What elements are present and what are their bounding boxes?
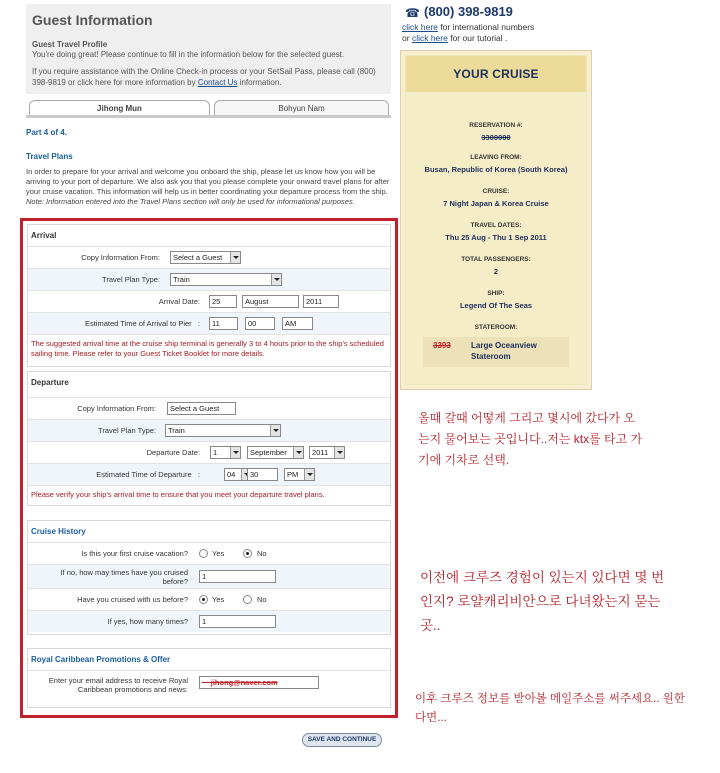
how-many-input[interactable]: 1 (199, 615, 276, 628)
tab-guest-2[interactable]: Bohyun Nam (214, 100, 389, 116)
chevron-down-icon (230, 252, 240, 263)
departure-minute-input[interactable]: 30 (247, 468, 278, 481)
phone-number: (800) 398-9819 (424, 4, 513, 19)
cruised-with-us-row (28, 588, 390, 610)
your-cruise-title: YOUR CRUISE (406, 56, 586, 92)
departure-ampm-select[interactable]: PM (284, 468, 315, 481)
arrival-hour-input[interactable]: 11 (209, 317, 238, 330)
annotation-history: 이전에 크루즈 경험이 있는지 있다면 몇 번인지? 로얄캐리비안으로 다녀왔는지 묻는곳.. (420, 570, 665, 633)
profile-subtitle: Guest Travel Profile (32, 40, 108, 49)
chevron-down-icon (270, 425, 280, 436)
cruised-with-us-no-radio[interactable] (243, 595, 252, 604)
contact-us-link[interactable]: Contact Us (197, 78, 238, 87)
dates-field: TRAVEL DATES: Thu 25 Aug - Thu 1 Sep 2011 (445, 222, 547, 242)
departure-plan-label: Travel Plan Type: (98, 426, 156, 435)
annotation-travel: 올때 갈때 어떻게 그리고 몇시에 갔다가 오는지 물어보는 곳입니다..저는 ktx를 타고 가기에 기차로 선택. (418, 411, 643, 467)
departure-time-row (28, 463, 390, 485)
first-cruise-yes-label: Yes (212, 549, 225, 558)
your-cruise-panel (400, 50, 592, 390)
arrival-time-row (28, 312, 390, 334)
cruised-with-us-no-label: No (257, 595, 267, 604)
leaving-field: LEAVING FROM: Busan, Republic of Korea (South Korea) (424, 154, 568, 174)
cruise-field: CRUISE: 7 Night Japan & Korea Cruise (443, 188, 549, 208)
how-many-label: If yes, how many times? (107, 617, 188, 626)
page-title: Guest Information (32, 12, 153, 28)
chevron-down-icon (334, 447, 344, 458)
arrival-plan-row (28, 268, 390, 290)
arrival-date-row (28, 290, 390, 312)
chevron-down-icon (271, 274, 281, 285)
arrival-note: The suggested arrival time at the cruise ship terminal is generally 3 to 4 hours prior to the ship's scheduled sailing time. Please refer to your Guest Ticket Booklet for more details. (28, 334, 390, 363)
first-cruise-no-radio[interactable] (243, 549, 252, 558)
arrival-copy-label: Copy Information From: (81, 253, 160, 262)
your-cruise-inner (405, 55, 587, 385)
cruised-with-us-yes-label: Yes (212, 595, 225, 604)
travel-plans-title: Travel Plans (26, 152, 73, 161)
arrival-title: Arrival (31, 231, 57, 240)
arrival-copy-row (28, 246, 390, 268)
first-cruise-row (28, 542, 390, 564)
cruise-history-title: Cruise History (31, 527, 86, 536)
guest-info-panel (26, 4, 391, 207)
intl-numbers-link[interactable]: click here (402, 22, 438, 32)
departure-date-row (28, 441, 390, 463)
tab-guest-1[interactable]: Jihong Mun (29, 100, 210, 116)
cruised-with-us-label: Have you cruised with us before? (77, 595, 188, 604)
tab-divider (26, 115, 391, 118)
arrival-date-label: Arrival Date: (158, 297, 200, 306)
arrival-ampm-input[interactable]: AM (282, 317, 313, 330)
annotation-email: 이후 크루즈 정보를 받아볼 메일주소를 써주세요.. 원한다면... (415, 693, 685, 724)
promotions-section (27, 648, 391, 708)
departure-copy-label: Copy Information From: (77, 404, 156, 413)
save-continue-button[interactable]: SAVE AND CONTINUE (302, 733, 382, 747)
stateroom-type: Large Oceanview Stateroom (471, 341, 537, 361)
departure-plan-select[interactable]: Train (165, 424, 281, 437)
guest-tabs (26, 98, 391, 118)
departure-title: Departure (31, 378, 69, 387)
chevron-down-icon (293, 447, 303, 458)
guest-info-header (26, 4, 391, 94)
departure-copy-select[interactable]: Select a Guest (167, 402, 236, 415)
arrival-minute-input[interactable]: 00 (245, 317, 275, 330)
arrival-plan-select[interactable]: Train (170, 273, 282, 286)
phone-icon: ☎ (405, 6, 420, 20)
arrival-year-input[interactable]: 2011 (303, 295, 339, 308)
arrival-day-input[interactable]: 25 (209, 295, 237, 308)
departure-month-select[interactable]: September (247, 446, 304, 459)
reservation-number: 3300000 (481, 133, 511, 142)
help-text: If you require assistance with the Online Check-in process or your SetSail Pass, please call (800) 398-9819 or click here for more information by Contact Us information. (32, 67, 376, 87)
reservation-field: RESERVATION #: 3300000 (406, 122, 586, 142)
departure-time-label: Estimated Time of Departure : (96, 470, 200, 479)
ship-field: SHIP: Legend Of The Seas (459, 290, 533, 310)
arrival-plan-label: Travel Plan Type: (102, 275, 160, 284)
departure-copy-row (28, 397, 390, 419)
arrival-copy-select[interactable]: Select a Guest (170, 251, 241, 264)
departure-date-label: Departure Date: (146, 448, 200, 457)
stateroom-box (423, 337, 569, 367)
first-cruise-yes-radio[interactable] (199, 549, 208, 558)
stateroom-field: STATEROOM: 3393 Large Oceanview Stateroom (406, 324, 586, 367)
departure-hour-select[interactable]: 04 (224, 468, 252, 481)
cruised-with-us-yes-radio[interactable] (199, 595, 208, 604)
arrival-section (27, 224, 391, 367)
arrival-month-input[interactable]: August (242, 295, 299, 308)
email-input[interactable]: ~~jihong@naver.com (199, 676, 319, 689)
travel-plans-intro: In order to prepare for your arrival and welcome you onboard the ship, please let us know how you will be arriving to your port of departure. We also ask you that you please complete your onward travel plans for after your cruise vacation. This information will help us in better coordinating your departure process from the ship. Note: Information entered into the Travel Plans section will only be used for informational purposes. (26, 167, 390, 206)
email-label: Enter your email address to receive Royal Caribbean promotions and news: (48, 676, 188, 694)
passengers-field: TOTAL PASSENGERS: 2 (461, 256, 531, 276)
departure-note: Please verify your ship's arrival time to ensure that you meet your departure travel plans. (28, 485, 390, 504)
departure-section (27, 371, 391, 506)
departure-day-select[interactable]: 1 (210, 446, 241, 459)
first-cruise-no-label: No (257, 549, 267, 558)
times-cruised-label: If no, how may times have you cruised before? (60, 568, 188, 586)
first-cruise-label: Is this your first cruise vacation? (81, 549, 188, 558)
contact-links: click here for international numbers or click here for our tutorial . (402, 22, 535, 43)
times-cruised-row (28, 564, 390, 588)
arrival-time-label: Estimated Time of Arrival to Pier : (84, 319, 200, 328)
times-cruised-input[interactable]: 1 (199, 570, 276, 583)
email-row (28, 670, 390, 700)
chevron-down-icon (230, 447, 240, 458)
promotions-title: Royal Caribbean Promotions & Offer (31, 655, 171, 664)
departure-plan-row (28, 419, 390, 441)
chevron-down-icon (304, 469, 314, 480)
progress-text: You're doing great! Please continue to fill in the information below for the selected guest. (32, 50, 345, 59)
travel-form (27, 224, 391, 708)
cruise-history-section (27, 520, 391, 635)
stateroom-number: 3393 (433, 341, 451, 350)
tutorial-link[interactable]: click here (411, 33, 448, 43)
part-indicator: Part 4 of 4. (26, 128, 67, 137)
departure-year-select[interactable]: 2011 (309, 446, 345, 459)
how-many-row (28, 610, 390, 632)
